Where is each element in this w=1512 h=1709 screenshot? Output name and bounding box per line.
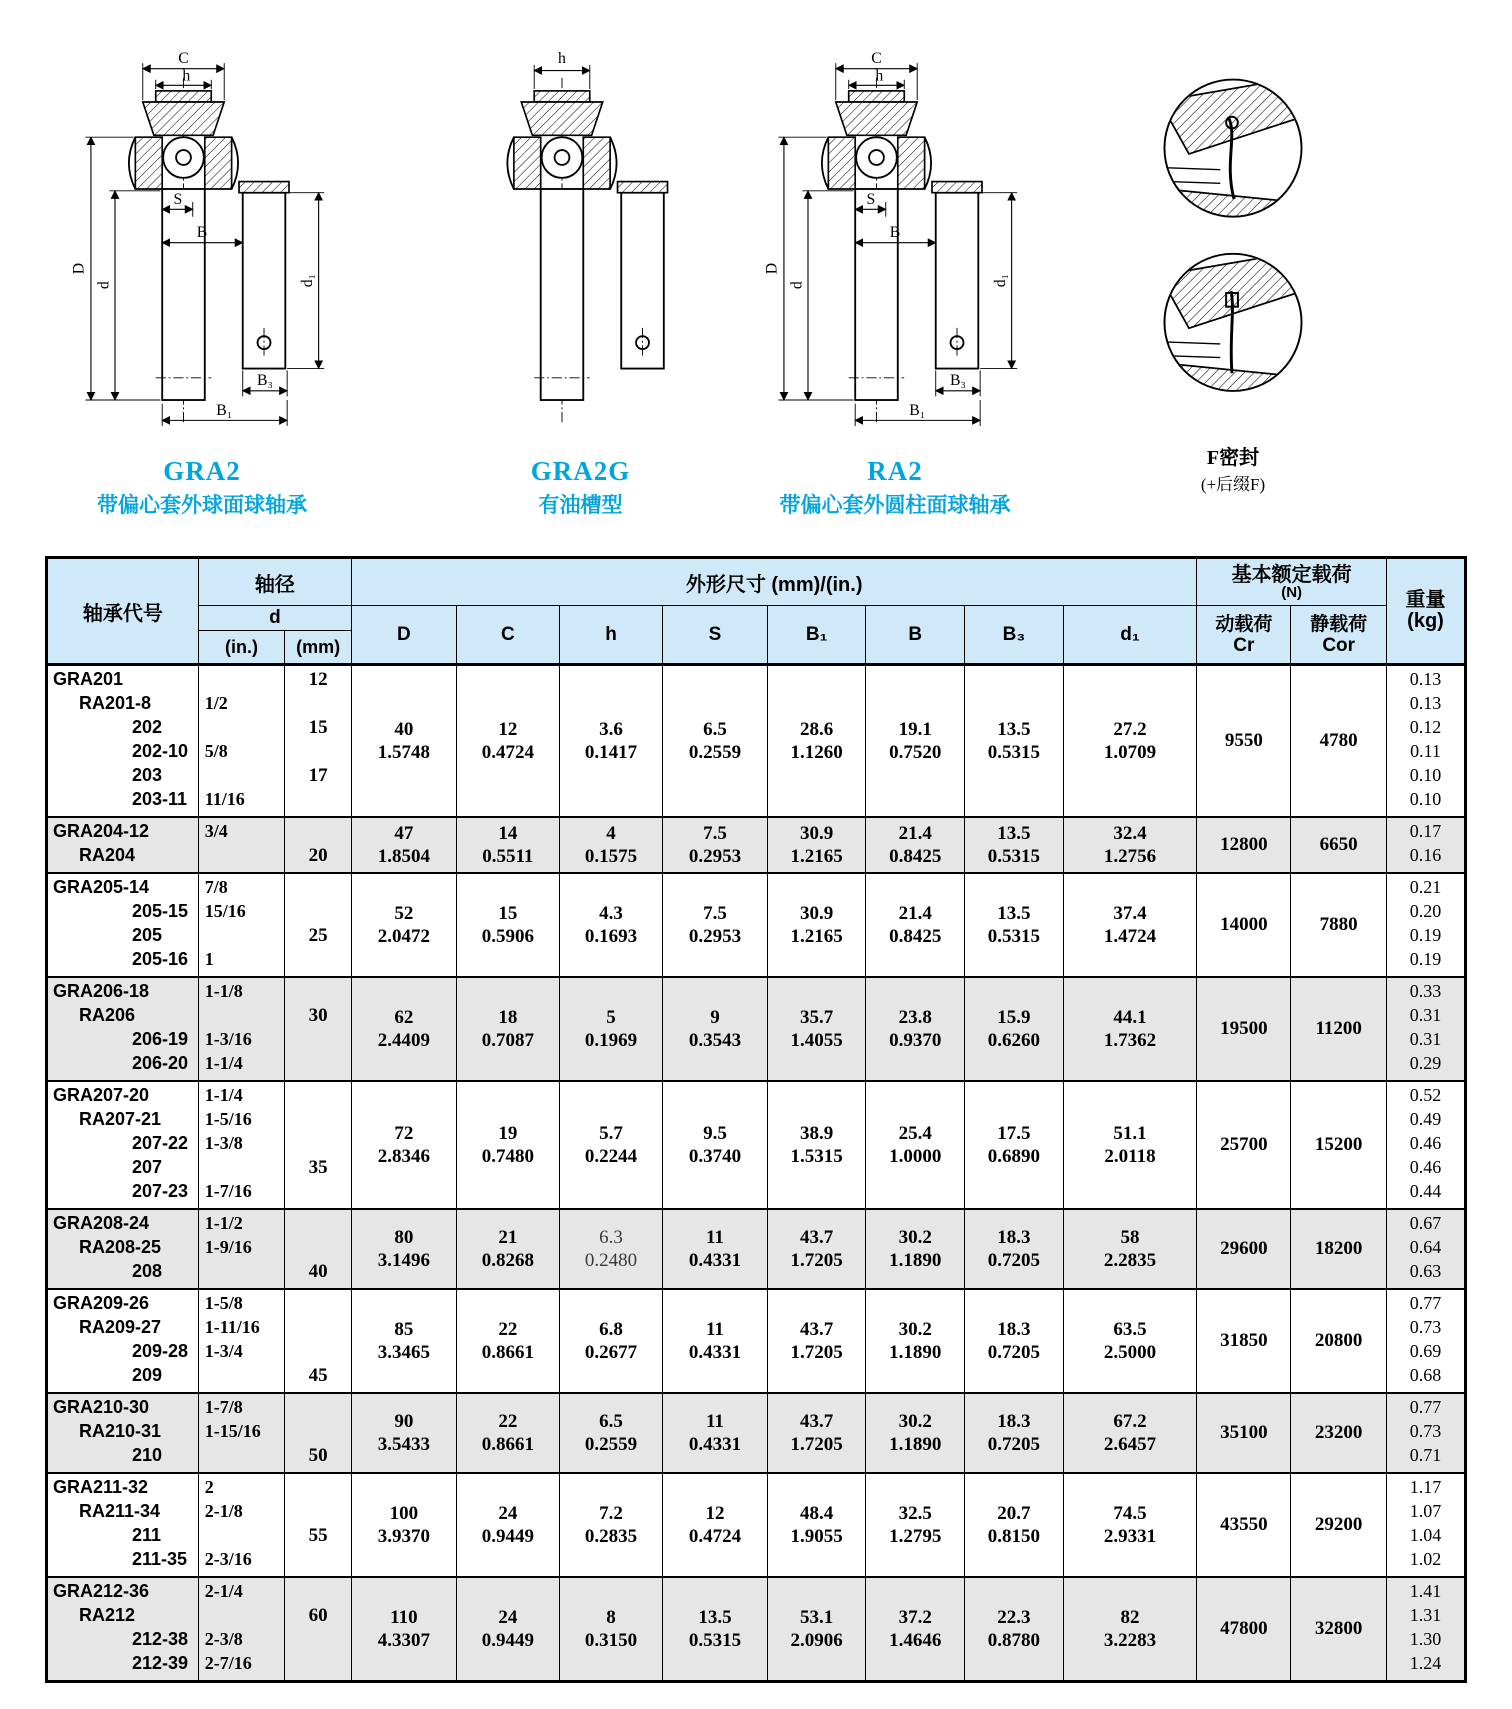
dim-cell-S: 11 0.4331 (663, 1209, 768, 1289)
dynamic-load-cell: 12800 (1197, 817, 1291, 873)
bearing-code-cell: GRA206-18 RA206 206-19 206-20 (47, 977, 199, 1081)
bearing-code-cell: GRA212-36 RA212 212-38 212-39 (47, 1577, 199, 1682)
header-col-h: h (559, 606, 662, 665)
dim-cell-B: 30.2 1.1890 (866, 1393, 965, 1473)
weight-cell: 0.67 0.64 0.63 (1386, 1209, 1465, 1289)
dynamic-load-cell: 19500 (1197, 977, 1291, 1081)
weight-cell: 0.77 0.73 0.69 0.68 (1386, 1289, 1465, 1393)
dim-cell-D: 100 3.9370 (352, 1473, 457, 1577)
dim-cell-d1: 32.4 1.2756 (1063, 817, 1197, 873)
spec-table-body (47, 665, 1466, 1682)
dim-cell-d1: 37.4 1.4724 (1063, 873, 1197, 977)
static-load-cell: 7880 (1291, 873, 1387, 977)
table-row (47, 665, 1466, 818)
dim-cell-B: 30.2 1.1890 (866, 1209, 965, 1289)
weight-cell: 0.13 0.13 0.12 0.11 0.10 0.10 (1386, 665, 1465, 818)
header-shaft-diameter: 轴径 (198, 558, 351, 606)
shaft-mm-cell: 40 (285, 1209, 352, 1289)
shaft-mm-cell: 12 15 17 (285, 665, 352, 818)
dim-cell-C: 22 0.8661 (456, 1289, 559, 1393)
dim-label-d1: d₁ (299, 273, 317, 288)
dim-cell-C: 18 0.7087 (456, 977, 559, 1081)
dim-label-D: D (70, 262, 88, 275)
dim-cell-B: 30.2 1.1890 (866, 1289, 965, 1393)
dim-cell-B3: 13.5 0.5315 (965, 817, 1064, 873)
static-load-cell: 11200 (1291, 977, 1387, 1081)
dim-cell-C: 22 0.8661 (456, 1393, 559, 1473)
dim-label-S: S (866, 190, 876, 208)
header-dimensions: 外形尺寸 (mm)/(in.) (352, 558, 1197, 606)
dim-cell-B3: 13.5 0.5315 (965, 665, 1064, 818)
table-row (47, 1209, 1466, 1289)
weight-cell: 0.52 0.49 0.46 0.46 0.44 (1386, 1081, 1465, 1209)
dim-cell-B: 19.1 0.7520 (866, 665, 965, 818)
dim-cell-B1: 43.7 1.7205 (767, 1289, 866, 1393)
shaft-mm-cell: 50 (285, 1393, 352, 1473)
dim-cell-D: 72 2.8346 (352, 1081, 457, 1209)
dim-cell-B: 23.8 0.9370 (866, 977, 965, 1081)
static-load-cell: 23200 (1291, 1393, 1387, 1473)
dim-label-h: h (875, 67, 884, 85)
dim-cell-B1: 30.9 1.2165 (767, 817, 866, 873)
bearing-drawing-ra2 (747, 52, 1043, 450)
figure-subtitle: 带偏心套外圆柱面球轴承 (779, 494, 1011, 517)
bearing-spec-table (45, 556, 1467, 1683)
dim-label-B3: B₃ (256, 372, 273, 390)
figure-title: GRA2G (530, 456, 631, 486)
shaft-mm-cell: 25 (285, 873, 352, 977)
dim-cell-B3: 20.7 0.8150 (965, 1473, 1064, 1577)
dim-cell-D: 40 1.5748 (352, 665, 457, 818)
dim-cell-d1: 74.5 2.9331 (1063, 1473, 1197, 1577)
dynamic-load-cell: 35100 (1197, 1393, 1291, 1473)
bearing-code-cell: GRA205-14 205-15 205 205-16 (47, 873, 199, 977)
dim-cell-h: 8 0.3150 (559, 1577, 662, 1682)
dim-cell-d1: 58 2.2835 (1063, 1209, 1197, 1289)
drawings-section (0, 0, 1512, 556)
table-row (47, 1473, 1466, 1577)
bearing-code-cell: GRA211-32 RA211-34 211 211-35 (47, 1473, 199, 1577)
dim-cell-S: 13.5 0.5315 (663, 1577, 768, 1682)
dim-label-C: C (178, 52, 189, 68)
dim-cell-S: 12 0.4724 (663, 1473, 768, 1577)
dim-cell-h: 6.3 0.2480 (559, 1209, 662, 1289)
figure-gra2 (52, 52, 352, 519)
header-col-C: C (456, 606, 559, 665)
dynamic-load-cell: 25700 (1197, 1081, 1291, 1209)
static-load-cell: 4780 (1291, 665, 1387, 818)
static-load-cell: 29200 (1291, 1473, 1387, 1577)
header-dynamic-load: 动载荷 Cr (1197, 606, 1291, 665)
shaft-inch-cell: 2-1/4 2-3/8 2-7/16 (198, 1577, 285, 1682)
dim-cell-C: 19 0.7480 (456, 1081, 559, 1209)
table-row (47, 1577, 1466, 1682)
shaft-inch-cell: 7/8 15/16 1 (198, 873, 285, 977)
table-row (47, 1289, 1466, 1393)
dim-cell-B1: 43.7 1.7205 (767, 1393, 866, 1473)
seal-detail-drawing (1128, 60, 1338, 432)
dim-cell-D: 62 2.4409 (352, 977, 457, 1081)
dim-cell-C: 15 0.5906 (456, 873, 559, 977)
table-row (47, 1393, 1466, 1473)
figure-title: GRA2 (163, 456, 241, 486)
dynamic-load-cell: 47800 (1197, 1577, 1291, 1682)
dim-cell-h: 5 0.1969 (559, 977, 662, 1081)
dim-cell-D: 47 1.8504 (352, 817, 457, 873)
weight-cell: 0.17 0.16 (1386, 817, 1465, 873)
dim-cell-B: 25.4 1.0000 (866, 1081, 965, 1209)
dim-cell-S: 9 0.3543 (663, 977, 768, 1081)
seal-detail (1128, 60, 1338, 495)
dim-cell-C: 14 0.5511 (456, 817, 559, 873)
dim-cell-h: 5.7 0.2244 (559, 1081, 662, 1209)
dim-cell-d1: 44.1 1.7362 (1063, 977, 1197, 1081)
dynamic-load-cell: 14000 (1197, 873, 1291, 977)
weight-cell: 0.21 0.20 0.19 0.19 (1386, 873, 1465, 977)
dim-label-D: D (763, 262, 781, 275)
header-mm-unit: (mm) (285, 631, 352, 665)
bearing-drawing-gra2g (438, 52, 723, 450)
dim-cell-C: 24 0.9449 (456, 1473, 559, 1577)
bearing-code-cell: GRA210-30 RA210-31 210 (47, 1393, 199, 1473)
dim-cell-C: 12 0.4724 (456, 665, 559, 818)
dynamic-load-cell: 9550 (1197, 665, 1291, 818)
dim-cell-B3: 13.5 0.5315 (965, 873, 1064, 977)
dim-label-d: d (95, 281, 113, 290)
dim-cell-B3: 18.3 0.7205 (965, 1209, 1064, 1289)
figure-ra2 (745, 52, 1045, 519)
shaft-mm-cell: 35 (285, 1081, 352, 1209)
figure-title: RA2 (867, 456, 923, 486)
shaft-inch-cell: 1-7/8 1-15/16 (198, 1393, 285, 1473)
dim-cell-B1: 35.7 1.4055 (767, 977, 866, 1081)
bearing-code-cell: GRA207-20 RA207-21 207-22 207 207-23 (47, 1081, 199, 1209)
dim-cell-d1: 27.2 1.0709 (1063, 665, 1197, 818)
shaft-inch-cell: 1-5/8 1-11/16 1-3/4 (198, 1289, 285, 1393)
dim-cell-B: 21.4 0.8425 (866, 873, 965, 977)
dim-cell-h: 6.8 0.2677 (559, 1289, 662, 1393)
bearing-code-cell: GRA204-12 RA204 (47, 817, 199, 873)
seal-subtitle: (+后缀F) (1200, 475, 1266, 494)
weight-cell: 0.77 0.73 0.71 (1386, 1393, 1465, 1473)
shaft-inch-cell: 1-1/4 1-5/16 1-3/8 1-7/16 (198, 1081, 285, 1209)
header-col-d1: d₁ (1063, 606, 1197, 665)
dim-cell-B1: 28.6 1.1260 (767, 665, 866, 818)
dim-cell-d1: 67.2 2.6457 (1063, 1393, 1197, 1473)
dim-cell-B3: 17.5 0.6890 (965, 1081, 1064, 1209)
dim-cell-h: 3.6 0.1417 (559, 665, 662, 818)
dim-cell-d1: 63.5 2.5000 (1063, 1289, 1197, 1393)
dim-cell-C: 24 0.9449 (456, 1577, 559, 1682)
dim-cell-B: 37.2 1.4646 (866, 1577, 965, 1682)
header-col-B1: B₁ (767, 606, 866, 665)
shaft-inch-cell: 1-1/2 1-9/16 (198, 1209, 285, 1289)
dynamic-load-cell: 29600 (1197, 1209, 1291, 1289)
dim-cell-C: 21 0.8268 (456, 1209, 559, 1289)
static-load-cell: 32800 (1291, 1577, 1387, 1682)
figure-gra2g (438, 52, 723, 519)
shaft-inch-cell: 2 2-1/8 2-3/16 (198, 1473, 285, 1577)
dim-label-d1: d₁ (992, 273, 1010, 288)
shaft-inch-cell: 1-1/8 1-3/16 1-1/4 (198, 977, 285, 1081)
dim-cell-B1: 38.9 1.5315 (767, 1081, 866, 1209)
table-row (47, 977, 1466, 1081)
header-col-B: B (866, 606, 965, 665)
dynamic-load-cell: 31850 (1197, 1289, 1291, 1393)
shaft-mm-cell: 45 (285, 1289, 352, 1393)
shaft-mm-cell: 60 (285, 1577, 352, 1682)
table-header (47, 558, 1466, 665)
dim-cell-h: 4 0.1575 (559, 817, 662, 873)
dim-cell-h: 7.2 0.2835 (559, 1473, 662, 1577)
dim-cell-d1: 82 3.2283 (1063, 1577, 1197, 1682)
static-load-cell: 15200 (1291, 1081, 1387, 1209)
table-row (47, 817, 1466, 873)
dim-label-C: C (871, 52, 882, 68)
weight-cell: 1.17 1.07 1.04 1.02 (1386, 1473, 1465, 1577)
dim-cell-B3: 15.9 0.6260 (965, 977, 1064, 1081)
dim-label-B1: B₁ (909, 401, 926, 419)
dim-label-B: B (196, 224, 208, 242)
header-col-S: S (663, 606, 768, 665)
dim-label-B: B (889, 224, 901, 242)
header-inch-unit: (in.) (198, 631, 285, 665)
static-load-cell: 20800 (1291, 1289, 1387, 1393)
dim-cell-B3: 18.3 0.7205 (965, 1289, 1064, 1393)
dim-label-h: h (182, 67, 191, 85)
header-col-D: D (352, 606, 457, 665)
header-col-B3: B₃ (965, 606, 1064, 665)
shaft-inch-cell: 1/2 5/8 11/16 (198, 665, 285, 818)
dim-cell-B1: 43.7 1.7205 (767, 1209, 866, 1289)
header-load-rating: 基本额定载荷 (N) (1197, 558, 1387, 606)
dynamic-load-cell: 43550 (1197, 1473, 1291, 1577)
dim-label-h: h (558, 52, 566, 68)
static-load-cell: 18200 (1291, 1209, 1387, 1289)
shaft-inch-cell: 3/4 (198, 817, 285, 873)
dim-cell-B3: 22.3 0.8780 (965, 1577, 1064, 1682)
weight-cell: 1.41 1.31 1.30 1.24 (1386, 1577, 1465, 1682)
bearing-code-cell: GRA201 RA201-8 202 202-10 203 203-11 (47, 665, 199, 818)
dim-label-d: d (788, 281, 806, 290)
bearing-code-cell: GRA209-26 RA209-27 209-28 209 (47, 1289, 199, 1393)
figure-subtitle: 带偏心套外球面球轴承 (97, 494, 307, 517)
header-weight: 重量 (kg) (1386, 558, 1465, 665)
seal-title: F密封 (1206, 447, 1260, 469)
weight-cell: 0.33 0.31 0.31 0.29 (1386, 977, 1465, 1081)
dim-cell-D: 110 4.3307 (352, 1577, 457, 1682)
dim-label-S: S (173, 190, 183, 208)
dim-cell-S: 7.5 0.2953 (663, 873, 768, 977)
dim-cell-B: 21.4 0.8425 (866, 817, 965, 873)
dim-cell-B1: 53.1 2.0906 (767, 1577, 866, 1682)
dim-cell-S: 9.5 0.3740 (663, 1081, 768, 1209)
shaft-mm-cell: 20 (285, 817, 352, 873)
header-d: d (198, 606, 351, 631)
dim-cell-S: 7.5 0.2953 (663, 817, 768, 873)
dim-cell-S: 11 0.4331 (663, 1289, 768, 1393)
dim-cell-d1: 51.1 2.0118 (1063, 1081, 1197, 1209)
dim-cell-D: 52 2.0472 (352, 873, 457, 977)
table-row (47, 1081, 1466, 1209)
table-row (47, 873, 1466, 977)
dim-cell-B: 32.5 1.2795 (866, 1473, 965, 1577)
shaft-mm-cell: 55 (285, 1473, 352, 1577)
bearing-code-cell: GRA208-24 RA208-25 208 (47, 1209, 199, 1289)
figure-subtitle: 有油槽型 (538, 494, 623, 517)
dim-cell-D: 85 3.3465 (352, 1289, 457, 1393)
dim-cell-D: 90 3.5433 (352, 1393, 457, 1473)
dim-cell-B1: 48.4 1.9055 (767, 1473, 866, 1577)
static-load-cell: 6650 (1291, 817, 1387, 873)
dim-cell-S: 6.5 0.2559 (663, 665, 768, 818)
bearing-drawing-gra2 (54, 52, 350, 450)
dim-cell-S: 11 0.4331 (663, 1393, 768, 1473)
dim-cell-h: 4.3 0.1693 (559, 873, 662, 977)
header-bearing-code: 轴承代号 (47, 558, 199, 665)
dim-cell-h: 6.5 0.2559 (559, 1393, 662, 1473)
dim-label-B3: B₃ (949, 372, 966, 390)
shaft-mm-cell: 30 (285, 977, 352, 1081)
dim-cell-B3: 18.3 0.7205 (965, 1393, 1064, 1473)
dim-cell-B1: 30.9 1.2165 (767, 873, 866, 977)
header-static-load: 静载荷 Cor (1291, 606, 1387, 665)
dim-cell-D: 80 3.1496 (352, 1209, 457, 1289)
dim-label-B1: B₁ (216, 401, 233, 419)
